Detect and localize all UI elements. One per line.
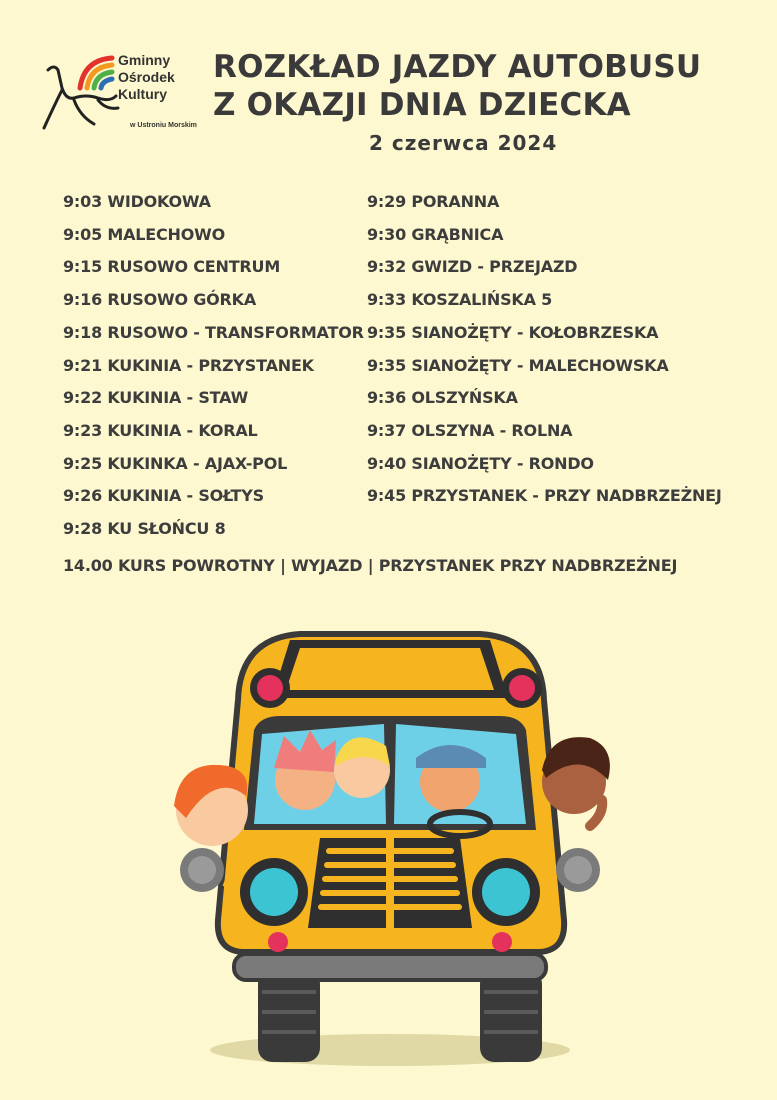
logo-subtitle: w Ustroniu Morskim — [130, 122, 197, 129]
list-item: 9:03 WIDOKOWA — [63, 192, 211, 211]
page-title — [213, 48, 701, 124]
list-item: 9:32 GWIZD - PRZEJAZD — [367, 257, 578, 277]
schedule-left-column — [63, 186, 364, 546]
list-item: 9:40 SIANOŻĘTY - RONDO — [367, 453, 594, 473]
list-item: 9:21 KUKINIA - PRZYSTANEK — [63, 355, 314, 375]
list-item: 9:23 KUKINIA - KORAL — [63, 420, 258, 440]
list-item: 9:15 RUSOWO CENTRUM — [63, 257, 281, 277]
title-line-2: Z OKAZJI DNIA DZIECKA — [213, 87, 631, 123]
list-item: 9:37 OLSZYNA - ROLNA — [367, 420, 573, 440]
list-item: 9:26 KUKINIA - SOŁTYS — [63, 486, 264, 506]
school-bus-illustration — [150, 620, 630, 1085]
schedule-right-column — [367, 186, 722, 513]
list-item: 9:28 KU SŁOŃCU 8 — [63, 519, 226, 539]
return-trip-note: 14.00 KURS POWROTNY | WYJAZD | PRZYSTANEK PRZY NADBRZEŻNEJ — [63, 556, 678, 575]
title-line-1: ROZKŁAD JAZDY AUTOBUSU — [213, 49, 702, 85]
list-item: 9:29 PORANNA — [367, 192, 500, 211]
event-date: 2 czerwca 2024 — [369, 131, 558, 155]
list-item: 9:33 KOSZALIŃSKA 5 — [367, 290, 553, 310]
list-item: 9:45 PRZYSTANEK - PRZY NADBRZEŻNEJ — [367, 486, 722, 506]
logo — [40, 50, 205, 140]
school-bus-icon — [150, 620, 630, 1080]
list-item: 9:35 SIANOŻĘTY - MALECHOWSKA — [367, 355, 669, 375]
list-item: 9:05 MALECHOWO — [63, 224, 225, 244]
list-item: 9:16 RUSOWO GÓRKA — [63, 290, 257, 310]
logo-line-2: Ośrodek — [118, 69, 175, 85]
list-item: 9:35 SIANOŻĘTY - KOŁOBRZESKA — [367, 322, 659, 342]
list-item: 9:30 GRĄBNICA — [367, 224, 504, 244]
horse-rainbow-logo-icon — [40, 50, 120, 140]
list-item: 9:25 KUKINKA - AJAX-POL — [63, 453, 288, 473]
logo-line-1: Gminny — [118, 52, 171, 68]
list-item: 9:18 RUSOWO - TRANSFORMATOR — [63, 322, 364, 342]
list-item: 9:36 OLSZYŃSKA — [367, 388, 518, 408]
list-item: 9:22 KUKINIA - STAW — [63, 388, 249, 408]
logo-text — [118, 52, 175, 103]
logo-line-3: Kultury — [118, 86, 167, 102]
